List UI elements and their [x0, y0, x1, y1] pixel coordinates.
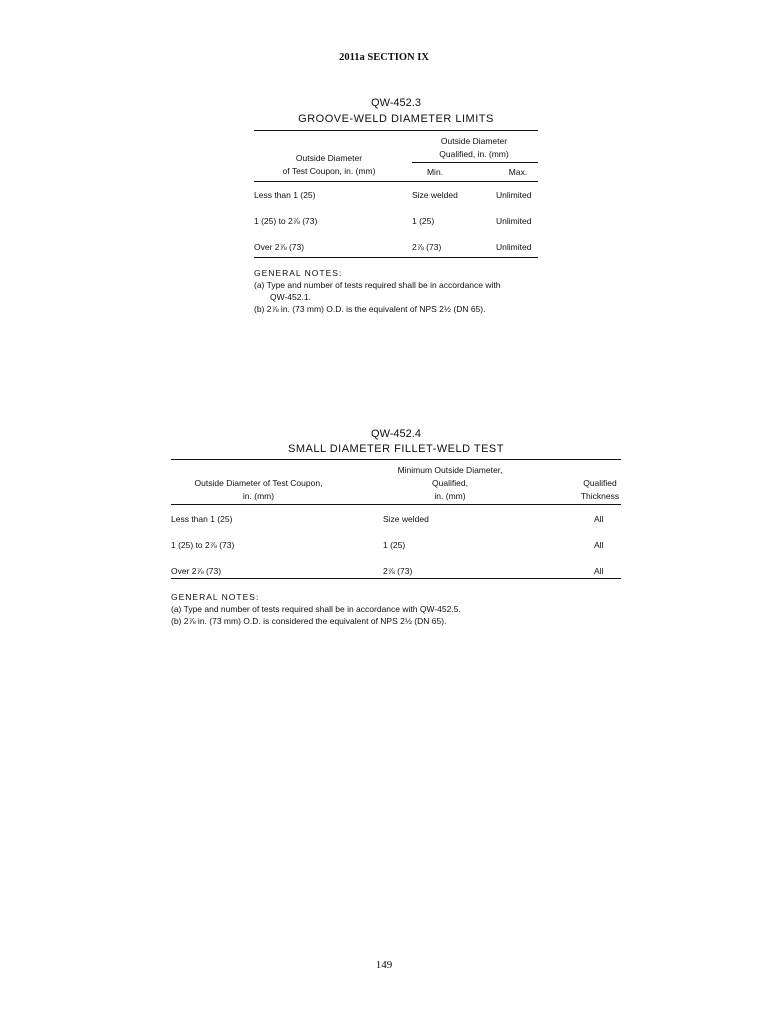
- page-number: 149: [375, 959, 393, 971]
- bottom-rule: [254, 257, 538, 258]
- column-header-min: Min.: [426, 167, 444, 177]
- notes-heading: GENERAL NOTES:: [171, 592, 260, 602]
- note-a-cont: QW-452.1.: [270, 292, 311, 302]
- header-rule: [254, 181, 538, 182]
- cell-max: Unlimited: [496, 242, 532, 252]
- cell-min: 2⅞ (73): [383, 566, 413, 576]
- column-header-min-od: Minimum Outside Diameter, Qualified, in. (mm): [397, 465, 503, 501]
- column-header-od: Outside Diameter of Test Coupon, in. (mm): [194, 478, 323, 501]
- top-rule: [171, 459, 621, 460]
- cell-max: Unlimited: [496, 216, 532, 226]
- cell-od: Over 2⅞ (73): [171, 566, 222, 576]
- top-rule: [254, 130, 538, 131]
- note-a: (a) Type and number of tests required shall be in accordance with QW-452.5.: [171, 604, 461, 614]
- cell-od: Over 2⅞ (73): [254, 242, 305, 252]
- cell-min: 1 (25): [383, 540, 406, 550]
- cell-od: 1 (25) to 2⅞ (73): [171, 540, 235, 550]
- table-title: SMALL DIAMETER FILLET-WELD TEST: [288, 443, 504, 455]
- general-notes: [171, 591, 631, 627]
- notes-heading: GENERAL NOTES:: [254, 268, 343, 278]
- cell-min: Size welded: [383, 514, 429, 524]
- note-b: (b) 2⅞ in. (73 mm) O.D. is considered the equivalent of NPS 2½ (DN 65).: [171, 616, 447, 626]
- cell-od: 1 (25) to 2⅞ (73): [254, 216, 318, 226]
- cell-thickness: All: [594, 566, 604, 576]
- table-id: QW-452.3: [371, 97, 421, 109]
- column-group-header: Outside Diameter Qualified, in. (mm): [439, 136, 509, 159]
- cell-max: Unlimited: [496, 190, 532, 200]
- note-b: (b) 2⅞ in. (73 mm) O.D. is the equivalent of NPS 2½ (DN 65).: [254, 304, 486, 314]
- table-id: QW-452.4: [371, 428, 421, 440]
- cell-min: 1 (25): [412, 216, 435, 226]
- page-header: 2011a SECTION IX: [339, 52, 429, 63]
- cell-od: Less than 1 (25): [254, 190, 316, 200]
- general-notes: [254, 267, 554, 315]
- group-rule: [412, 162, 538, 163]
- cell-od: Less than 1 (25): [171, 514, 233, 524]
- cell-thickness: All: [594, 514, 604, 524]
- note-a: (a) Type and number of tests required shall be in accordance with: [254, 280, 501, 290]
- table-title: GROOVE-WELD DIAMETER LIMITS: [298, 113, 494, 125]
- column-header-od: Outside Diameter of Test Coupon, in. (mm): [282, 153, 376, 176]
- cell-thickness: All: [594, 540, 604, 550]
- column-header-max: Max.: [508, 167, 528, 177]
- cell-min: 2⅞ (73): [412, 242, 442, 252]
- cell-min: Size welded: [412, 190, 458, 200]
- column-header-thickness: Qualified Thickness: [580, 478, 620, 501]
- header-rule: [171, 504, 621, 505]
- bottom-rule: [171, 578, 621, 579]
